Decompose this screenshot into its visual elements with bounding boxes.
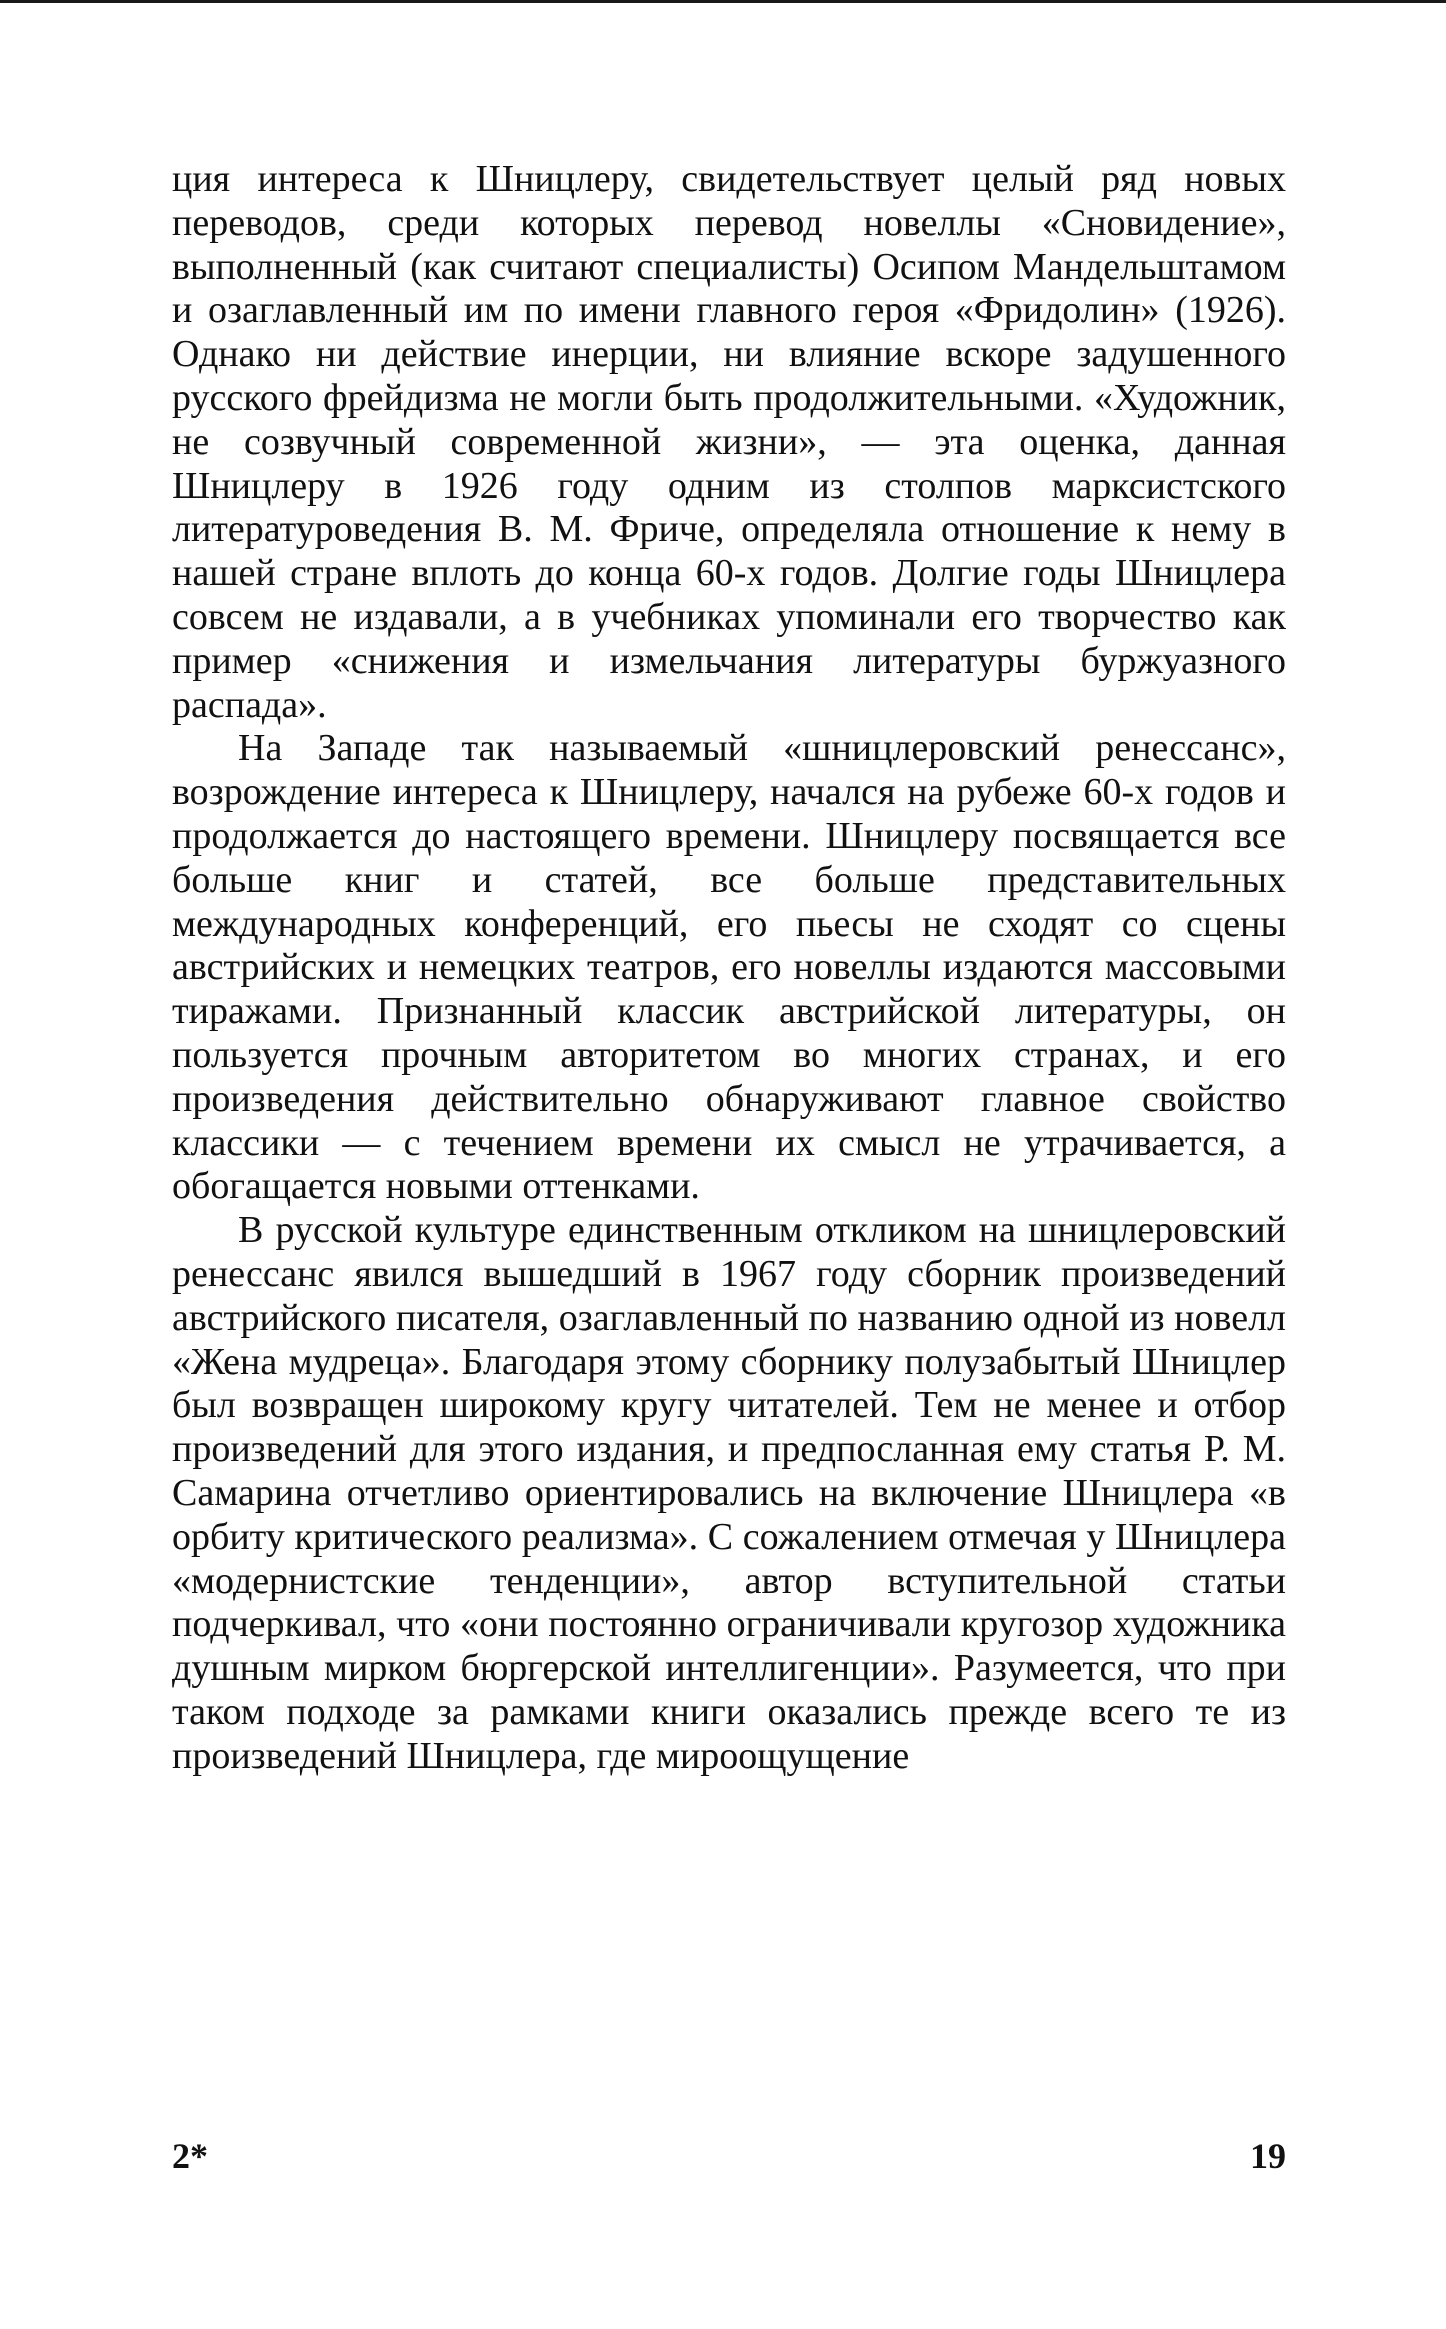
paragraph-3: В русской культуре единственным откликом на шницлеровский ренессанс явился вышедший в 1967 году сборник произведений австрийского писателя, озаглавленный по названию одной из новелл «Жена мудреца». Благодаря этому сборнику полузабытый Шницлер был возвращен широкому кругу читателей. Тем не менее и отбор произведений для этого издания, и предпосланная ему статья Р. М. Самарина отчетливо ориентировались на включение Шницлера «в орбиту критического реализма». С сожалением отмечая у Шницлера «модернистские тенденции», автор вступительной статьи подчеркивал, что «они постоянно ограничивали кругозор художника душным мирком бюргерской интеллигенции». Разумеется, что при таком подходе за рамками книги оказались прежде всего те из произведений Шницлера, где мироощущение [172, 1209, 1286, 1777]
top-border-line [0, 0, 1446, 3]
page-number: 19 [1250, 2136, 1286, 2176]
paragraph-2: На Западе так называемый «шницлеровский ренессанс», возрождение интереса к Шницлеру, начался на рубеже 60-х годов и продолжается до настоящего времени. Шницлеру посвящается все больше книг и статей, все больше представительных международных конференций, его пьесы не сходят со сцены австрийских и немецких театров, его новеллы издаются массовыми тиражами. Признанный классик австрийской литературы, он пользуется прочным авторитетом во многих странах, и его произведения действительно обнаруживают главное свойство классики — с течением времени их смысл не утрачивается, а обогащается новыми оттенками. [172, 727, 1286, 1208]
page-footer [172, 2135, 1286, 2185]
paragraph-1: ция интереса к Шницлеру, свидетельствует целый ряд новых переводов, среди которых перевод новеллы «Сновидение», выполненный (как считают специалисты) Осипом Мандельштамом и озаглавленный им по имени главного героя «Фридолин» (1926). Однако ни действие инерции, ни влияние вскоре задушенного русского фрейдизма не могли быть продолжительными. «Художник, не созвучный современной жизни», — эта оценка, данная Шницлеру в 1926 году одним из столпов марксистского литературоведения В. М. Фриче, определяла отношение к нему в нашей стране вплоть до конца 60-х годов. Долгие годы Шницлера совсем не издавали, а в учебниках упоминали его творчество как пример «снижения и измельчания литературы буржуазного распада». [172, 158, 1286, 726]
text-column [172, 158, 1286, 1778]
printer-signature-mark: 2* [172, 2136, 208, 2176]
